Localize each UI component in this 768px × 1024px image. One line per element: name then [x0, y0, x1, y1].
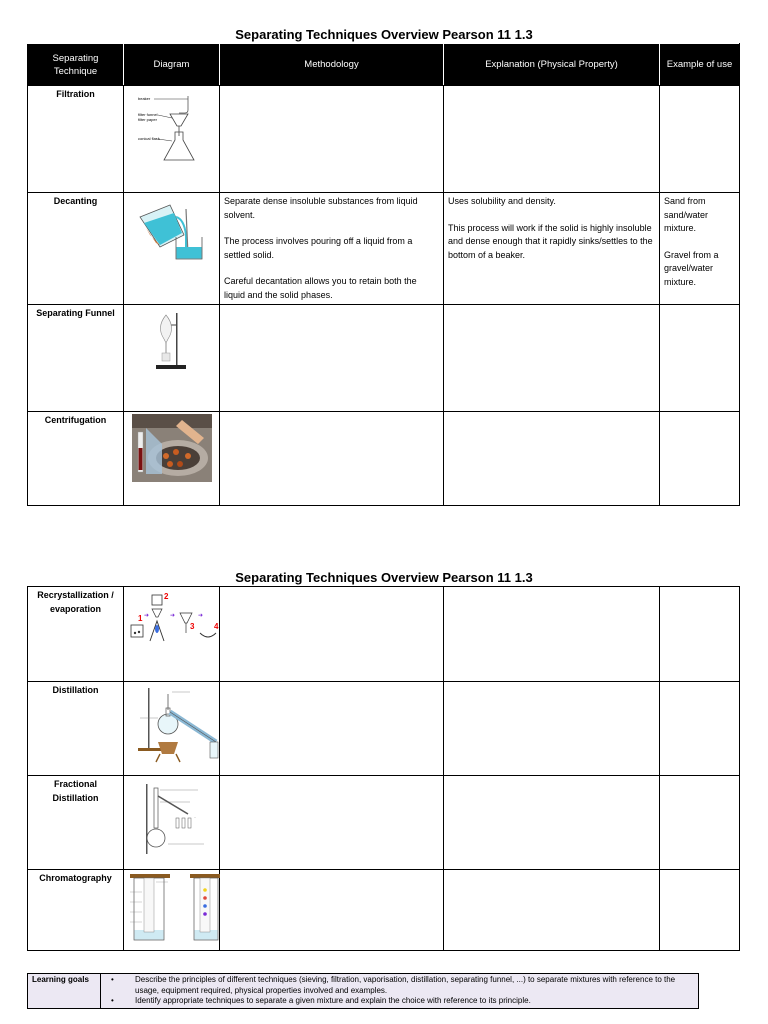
example-cell: [660, 305, 740, 412]
technique-name: Fractional Distillation: [28, 776, 124, 870]
page-title: Separating Techniques Overview Pearson 11 1.3: [235, 570, 533, 585]
methodology-text: The process involves pouring off a liquid from a settled solid.: [224, 236, 415, 260]
svg-text:1: 1: [138, 614, 143, 623]
svg-text:3: 3: [190, 622, 195, 631]
table-row: [28, 776, 740, 870]
methodology-cell: [220, 86, 444, 193]
table-row: [28, 870, 740, 951]
explanation-text: Uses solubility and density.: [448, 196, 556, 206]
table-row: [28, 305, 740, 412]
example-text: Sand from sand/water mixture.: [664, 196, 711, 233]
example-cell: [660, 776, 740, 870]
svg-text:➜: ➜: [170, 613, 176, 619]
svg-text:2: 2: [164, 592, 169, 601]
svg-text:➜: ➜: [144, 613, 150, 619]
distillation-diagram: [124, 682, 220, 776]
methodology-cell: [220, 305, 444, 412]
example-cell: [660, 682, 740, 776]
technique-name: Centrifugation: [28, 412, 124, 506]
technique-name: Filtration: [28, 86, 124, 193]
explanation-cell: [444, 870, 660, 951]
example-cell: [660, 870, 740, 951]
example-text: Gravel from a gravel/water mixture.: [664, 249, 722, 287]
technique-name: Decanting: [28, 193, 124, 305]
header-row: [28, 44, 740, 86]
learning-goal-text: Describe the principles of different techniques (sieving, filtration, vaporisation, distillation, separating funnel, ...) to separate mixtures with reference to the usage, equipment required, physical properties involved and examples.: [135, 975, 676, 995]
learning-goals: [27, 973, 699, 1009]
explanation-cell: [444, 193, 660, 305]
decanting-diagram: [124, 193, 220, 305]
methodology-cell: [220, 776, 444, 870]
header-diagram: Diagram: [124, 44, 220, 86]
learning-goal-text: Identify appropriate techniques to separate a given mixture and explain the choice with reference to its principle.: [135, 996, 531, 1005]
svg-text:filter funnel: filter funnel: [137, 112, 158, 117]
explanation-cell: [444, 305, 660, 412]
explanation-text: This process will work if the solid is highly insoluble and dense enough that it rapidly sinks/settles to the bottom of a beaker.: [448, 222, 656, 260]
table-row: [28, 412, 740, 506]
fractional-distillation-diagram: [124, 776, 220, 870]
example-cell: [660, 412, 740, 506]
table-row: [28, 193, 740, 305]
table-row: [28, 682, 740, 776]
header-example: Example of use: [660, 44, 740, 86]
bullet: •: [111, 996, 114, 1005]
techniques-table-2: [27, 586, 740, 951]
learning-goals-label: Learning goals: [28, 974, 101, 1009]
techniques-table-1: [27, 43, 740, 506]
svg-text:4: 4: [214, 622, 219, 631]
technique-name: Distillation: [28, 682, 124, 776]
technique-name: Separating Funnel: [28, 305, 124, 412]
explanation-cell: [444, 682, 660, 776]
methodology-cell: [220, 587, 444, 682]
bullet: •: [111, 975, 114, 984]
chromatography-diagram: [124, 870, 220, 951]
example-cell: [660, 587, 740, 682]
methodology-cell: [220, 870, 444, 951]
header-explanation: Explanation (Physical Property): [444, 44, 660, 86]
methodology-cell: [220, 682, 444, 776]
methodology-cell: [220, 412, 444, 506]
table-row: [28, 86, 740, 193]
example-cell: [660, 86, 740, 193]
filtration-diagram: [124, 86, 220, 193]
svg-text:conical flask: conical flask: [137, 136, 160, 141]
explanation-cell: [444, 412, 660, 506]
svg-text:filter paper: filter paper: [137, 117, 157, 122]
page-title: Separating Techniques Overview Pearson 11 1.3: [235, 27, 533, 42]
explanation-cell: [444, 587, 660, 682]
example-cell: [660, 193, 740, 305]
explanation-cell: [444, 86, 660, 193]
svg-text:..: ..: [194, 815, 196, 819]
svg-text:➜: ➜: [198, 613, 204, 619]
table-row: [28, 587, 740, 682]
centrifuge-photo: [124, 412, 220, 506]
explanation-cell: [444, 776, 660, 870]
diagram-label: beaker: [137, 96, 150, 101]
learning-goals-list: [101, 974, 699, 1009]
separating-funnel-diagram: [124, 305, 220, 412]
list-item: [105, 975, 694, 996]
header-methodology: Methodology: [220, 44, 444, 86]
header-technique: Separating Technique: [28, 44, 124, 86]
list-item: [105, 996, 694, 1007]
recrystallization-diagram: [124, 587, 220, 682]
methodology-text: Separate dense insoluble substances from liquid solvent.: [224, 196, 421, 220]
methodology-cell: [220, 193, 444, 305]
technique-name: Recrystallization / evaporation: [28, 587, 124, 682]
technique-name: Chromatography: [28, 870, 124, 951]
methodology-text: Careful decantation allows you to retain both the liquid and the solid phases.: [224, 276, 420, 300]
